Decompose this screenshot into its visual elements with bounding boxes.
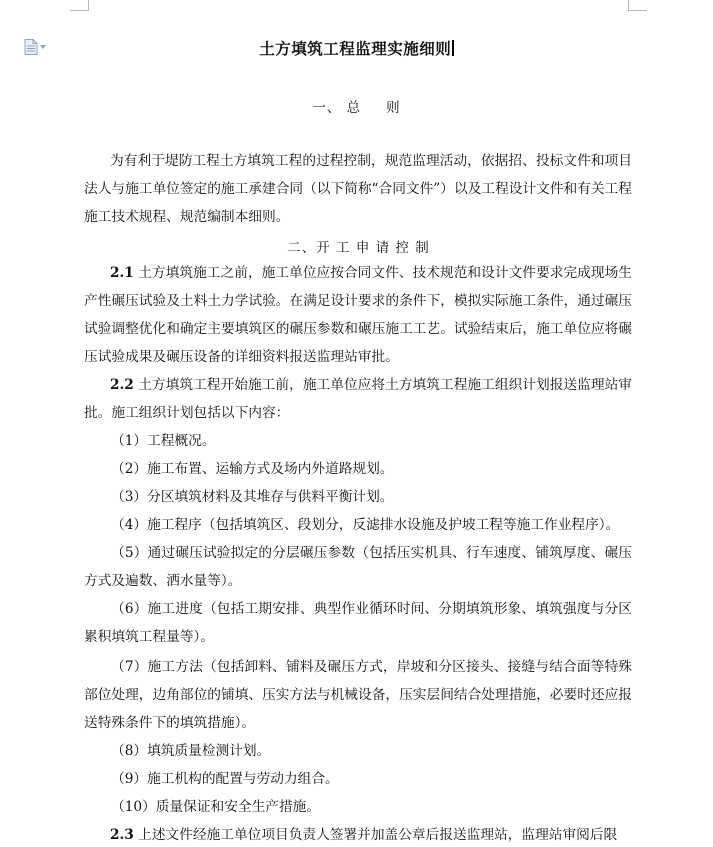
text-cursor (452, 40, 454, 56)
paragraph-2-3 (84, 821, 632, 847)
section-heading-1: 一、 总 则 (312, 100, 401, 116)
paragraph-2-2 (84, 371, 632, 427)
list-item: （8）填筑质量检测计划。 (111, 743, 271, 759)
document-title (0, 37, 713, 59)
list-item: （6）施工进度（包括工期安排、典型作业循环时间、分期填筑形象、填筑强度与分区累积填筑工程量等）。 (84, 601, 632, 645)
page-corner-mark-right (628, 0, 647, 11)
clause-number: 2.1 (110, 265, 134, 281)
list-item: （3）分区填筑材料及其堆存与供料平衡计划。 (111, 489, 394, 505)
list-item: （1）工程概况。 (111, 433, 216, 449)
clause-text: 上述文件经施工单位项目负责人签署并加盖公章后报送监理站，监理站审阅后限 (133, 827, 618, 843)
page-corner-mark-left (70, 0, 89, 11)
document-title-text: 土方填筑工程监理实施细则 (259, 39, 452, 58)
list-item: （7）施工方法（包括卸料、铺料及碾压方式，岸坡和分区接头、接缝与结合面等特殊部位处理，边角部位的铺填、压实方法与机械设备，压实层间结合处理措施，必要时还应报送特殊条件下的填筑措施）。 (84, 659, 632, 731)
paragraph-2-1 (84, 259, 632, 371)
section-heading-2: 二、开 工 申 请 控 制 (287, 240, 430, 256)
list-item: （9）施工机构的配置与劳动力组合。 (111, 771, 339, 787)
list-item: （10）质量保证和安全生产措施。 (111, 799, 321, 815)
list-item: （5）通过碾压试验拟定的分层碾压参数（包括压实机具、行车速度、铺筑厚度、碾压方式及遍数、洒水量等）。 (84, 545, 632, 589)
intro-paragraph: 为有利于堤防工程土方填筑工程的过程控制，规范监理活动，依据招、投标文件和项目法人与施工单位签定的施工承建合同（以下简称“合同文件”）以及工程设计文件和有关工程施工技术规程、规范编制本细则。 (84, 153, 632, 225)
list-item: （2）施工布置、运输方式及场内外道路规划。 (111, 461, 394, 477)
clause-text: 土方填筑工程开始施工前，施工单位应将土方填筑工程施工组织计划报送监理站审批。施工组织计划包括以下内容： (84, 377, 632, 421)
clause-number: 2.3 (110, 827, 134, 843)
clause-text: 土方填筑施工之前，施工单位应按合同文件、技术规范和设计文件要求完成现场生产性碾压试验及土料土力学试验。在满足设计要求的条件下，模拟实际施工条件，通过碾压试验调整优化和确定主要填筑区的碾压参数和碾压施工工艺。试验结束后，施工单位应将碾压试验成果及碾压设备的详细资料报送监理站审批。 (84, 265, 632, 365)
list-item: （4）施工程序（包括填筑区、段划分，反滤排水设施及护坡工程等施工作业程序）。 (111, 517, 620, 533)
clause-number: 2.2 (110, 377, 134, 393)
